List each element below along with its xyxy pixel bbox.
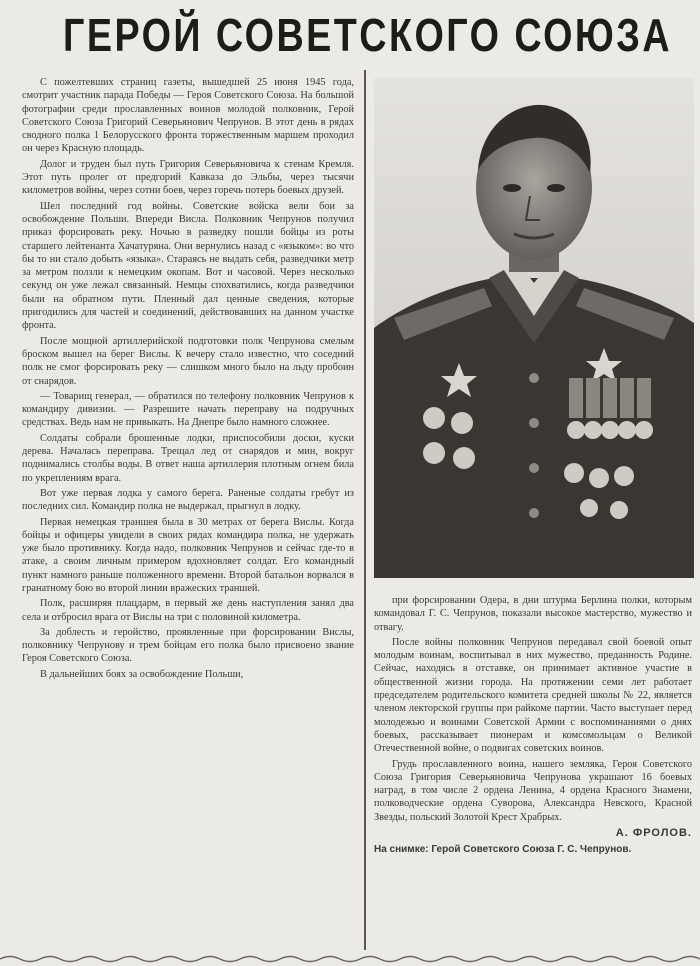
- article-column-left: [22, 76, 354, 951]
- article-paragraph: Вот уже первая лодка у самого берега. Раненые солдаты гребут из последних сил. Командир полка не выдержал, прыгнул в лодку.: [22, 487, 354, 513]
- article-paragraph: В дальнейших боях за освобождение Польши,: [40, 668, 244, 680]
- portrait-photo: [374, 78, 694, 578]
- portrait-illustration: [374, 78, 694, 578]
- headline: ГЕРОЙ СОВЕТСКОГО СОЮЗА: [63, 9, 673, 61]
- article-paragraph: За доблесть и геройство, проявленные при форсировании Вислы, полковнику Чепрунову и трем бойцам его полка было присвоено звание Героя Советского Союза.: [22, 626, 354, 665]
- article-paragraph: С пожелтевших страниц газеты, вышедшей 25 июня 1945 года, смотрит участник парада Победы — Героя Советского Союза. На большой фотографии среди прославленных воинов молодой полковник, Герой Советского Союза Григорий Северьянович Чепрунов. В этот день в рядах сводного полка 1 Белорусского фронта торжественным маршем проходил он через Красную площадь.: [22, 77, 354, 155]
- article-paragraph: Грудь прославленного воина, нашего земляка, Героя Советского Союза Григория Северьяновича Чепрунова украшают 16 боевых наград, в том числе 2 ордена Ленина, 4 ордена Красного Знамени, полководческие ордена Суворова, Александра Невского, Красной Звезды, польский Золотой Крест Храбрых.: [374, 758, 692, 823]
- photo-caption: На снимке: Герой Советского Союза Г. С. Чепрунов.: [374, 844, 632, 856]
- article-paragraph: После мощной артиллерийской подготовки полк Чепрунова смелым броском вышел на берег Вислы. К вечеру стало известно, что соседний полк не смог форсировать реку — слишком много было на льду пробоин от снарядов.: [22, 335, 354, 387]
- article-paragraph: при форсировании Одера, в дни штурма Берлина полки, которым командовал Г. С. Чепрунов, показали высокое мастерство, мужество и отвагу.: [374, 595, 692, 633]
- article-paragraph: Долог и труден был путь Григория Северьяновича к стенам Кремля. Этот путь пролег от предгорий Кавказа до Эльбы, через тысячи километров войны, через сотни боев, через горечь потерь боевых друзей.: [22, 158, 354, 197]
- article-paragraph: Шел последний год войны. Советские войска вели бои за освобождение Польши. Впереди Висла. Полковник Чепрунов получил приказ форсировать реку. Ночью в разведку пошли бойцы из роты старшего лейтенанта Хачатуряна. Они вернулись назад с «языком»: во что бы то ни стало добыть «языка». Стараясь не выдать себя, разведчики метр за метром ползли к немецким окопам. Вот и часовой. Через несколько секунд он уже лежал связанный. Немцы спохватились, когда разведчики были на обратном пути. Пленный дал ценные сведения, которые пригодились для частей и соединений, действовавших на данном участке фронта.: [22, 200, 354, 332]
- article-paragraph: Солдаты собрали брошенные лодки, приспособили доски, куски дерева. Началась переправа. Трещал лед от снарядов и мин, вокруг поднимались столбы воды. В ответ наша артиллерия плотным огнем била по укреплениям врага.: [22, 432, 354, 484]
- column-divider: [364, 70, 366, 950]
- bottom-border: [0, 952, 700, 966]
- article-paragraph: Первая немецкая траншея была в 30 метрах от берега Вислы. Когда бойцы и офицеры увидели в своих рядах командира полка, не удержать уже было противнику. Когда надо, полковник Чепрунов и сейчас где-то в атаке, а своим личным примером вдохновляет солдат. Его командный пункт намного раньше положенного времени. Второй батальон ворвался в гранатному бою во второй линии вражеских траншей.: [22, 516, 354, 594]
- article-column-right: [374, 594, 692, 949]
- article-paragraph: Полк, расширяя плацдарм, в первый же день наступления занял два села и отбросил врага от Вислы на три с половиной километра.: [22, 598, 354, 623]
- author-signature: А. ФРОЛОВ.: [615, 827, 692, 840]
- article-paragraph: После войны полковник Чепрунов передавал свой боевой опыт молодым воинам, воспитывал в них мужество, преданность Родине. Сейчас, находясь в отставке, он принимает активное участие в общественной жизни города. На протяжении семи лет работает председателем родительского комитета средней школы № 22, является членом лекторской группы при райкоме партии. Часто выступает перед молодежью и воинами Советской Армии с воспоминаниями о днях боевых, рассказывает пионерам и комсомольцам о Великой Отечественной войне, о подвигах советских воинов.: [374, 636, 692, 755]
- article-paragraph: — Товарищ генерал, — обратился по телефону полковник Чепрунов к командиру дивизии. — Разрешите начать переправу на подручных средствах. Ведь нам не привыкать. На Днепре было намного сложнее.: [22, 390, 354, 429]
